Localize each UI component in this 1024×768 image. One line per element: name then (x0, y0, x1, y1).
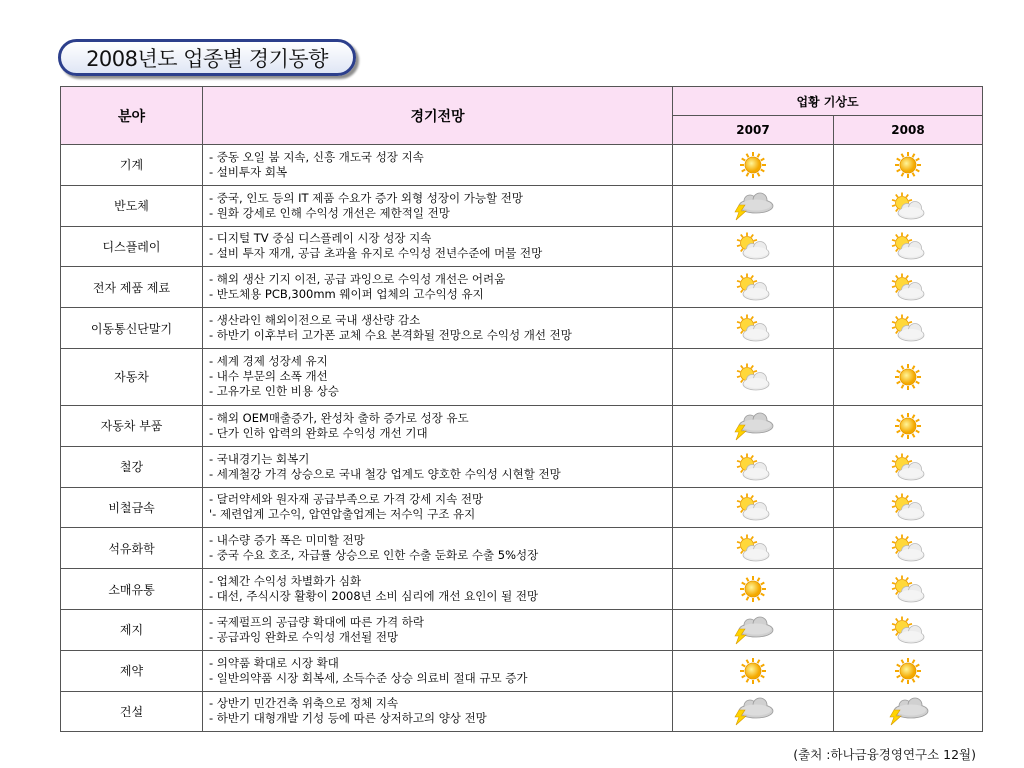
header-year-2007: 2007 (673, 116, 834, 145)
sector-cell: 디스플레이 (61, 226, 203, 267)
thunderstorm-weather-icon (885, 696, 931, 726)
outlook-line: - 설비 투자 재개, 공급 초과율 유지로 수익성 전년수준에 머물 전망 (209, 246, 543, 261)
weather-2008-cell (834, 405, 983, 446)
weather-2007-cell (673, 650, 834, 691)
sector-cell: 반도체 (61, 185, 203, 226)
weather-2007-cell (673, 145, 834, 186)
sector-cell: 자동차 (61, 348, 203, 405)
outlook-cell (203, 487, 673, 528)
outlook-line: - 상반기 민간건축 위축으로 정체 지속 (209, 696, 399, 711)
table-row (61, 446, 983, 487)
outlook-line: - 하반기 대형개발 기성 등에 따른 상저하고의 양상 전망 (209, 711, 487, 726)
thunderstorm-weather-icon (730, 696, 776, 726)
table-row (61, 650, 983, 691)
table-row (61, 569, 983, 610)
partly-cloudy-weather-icon (730, 452, 776, 482)
weather-2007-cell (673, 609, 834, 650)
header-year-2008: 2008 (834, 116, 983, 145)
partly-cloudy-weather-icon (885, 533, 931, 563)
sunny-weather-icon (730, 656, 776, 686)
outlook-cell (203, 609, 673, 650)
weather-2008-cell (834, 145, 983, 186)
partly-cloudy-weather-icon (885, 313, 931, 343)
table-row (61, 609, 983, 650)
partly-cloudy-weather-icon (885, 492, 931, 522)
outlook-line: - 단가 인하 압력의 완화로 수익성 개선 기대 (209, 425, 428, 440)
weather-2007-cell (673, 267, 834, 308)
table-body (61, 145, 983, 732)
outlook-line: - 하반기 이후부터 고가폰 교체 수요 본격화될 전망으로 수익성 개선 전망 (209, 328, 572, 343)
weather-2008-cell (834, 650, 983, 691)
weather-2008-cell (834, 528, 983, 569)
sector-cell: 전자 제품 제료 (61, 267, 203, 308)
outlook-line: - 중국 수요 호조, 자급률 상승으로 인한 수출 둔화로 수출 5%성장 (209, 548, 539, 563)
sector-cell: 자동차 부품 (61, 405, 203, 446)
table-row (61, 185, 983, 226)
sector-cell: 건설 (61, 691, 203, 732)
weather-2007-cell (673, 308, 834, 349)
outlook-line: - 반도체용 PCB,300mm 웨이퍼 업체의 고수익성 유지 (209, 287, 484, 302)
table-row (61, 487, 983, 528)
outlook-cell (203, 569, 673, 610)
weather-2008-cell (834, 446, 983, 487)
outlook-cell (203, 267, 673, 308)
weather-2008-cell (834, 691, 983, 732)
table-row (61, 267, 983, 308)
table-row (61, 691, 983, 732)
outlook-line: - 중동 오일 붐 지속, 신흥 개도국 성장 지속 (209, 149, 424, 164)
table-row (61, 308, 983, 349)
partly-cloudy-weather-icon (730, 231, 776, 261)
partly-cloudy-weather-icon (885, 452, 931, 482)
outlook-line: - 달러약세와 원자재 공급부족으로 가격 강세 지속 전망 (209, 492, 484, 507)
outlook-cell (203, 226, 673, 267)
thunderstorm-weather-icon (730, 615, 776, 645)
outlook-cell (203, 185, 673, 226)
page-title-text: 2008년도 업종별 경기동향 (86, 46, 328, 71)
thunderstorm-weather-icon (730, 411, 776, 441)
weather-2008-cell (834, 569, 983, 610)
outlook-cell (203, 650, 673, 691)
outlook-line: - 의약품 확대로 시장 확대 (209, 655, 339, 670)
outlook-cell (203, 405, 673, 446)
partly-cloudy-weather-icon (885, 615, 931, 645)
sunny-weather-icon (885, 362, 931, 392)
sector-cell: 제약 (61, 650, 203, 691)
outlook-cell (203, 691, 673, 732)
outlook-line: - 생산라인 해외이전으로 국내 생산량 감소 (209, 313, 421, 328)
partly-cloudy-weather-icon (730, 492, 776, 522)
weather-2007-cell (673, 569, 834, 610)
outlook-cell (203, 308, 673, 349)
table-row (61, 528, 983, 569)
outlook-cell (203, 528, 673, 569)
header-weather: 업황 기상도 (673, 87, 983, 116)
sector-cell: 기계 (61, 145, 203, 186)
weather-2007-cell (673, 405, 834, 446)
partly-cloudy-weather-icon (730, 362, 776, 392)
source-note: (출처 :하나금융경영연구소 12월) (793, 747, 976, 762)
outlook-line: '- 제련업계 고수익, 압연압출업계는 저수익 구조 유지 (209, 507, 476, 522)
outlook-line: - 내수량 증가 폭은 미미할 전망 (209, 533, 365, 548)
header-outlook: 경기전망 (203, 87, 673, 145)
table-row (61, 145, 983, 186)
sunny-weather-icon (730, 574, 776, 604)
weather-2007-cell (673, 487, 834, 528)
weather-2007-cell (673, 185, 834, 226)
table-row (61, 348, 983, 405)
partly-cloudy-weather-icon (730, 313, 776, 343)
weather-2008-cell (834, 348, 983, 405)
outlook-line: - 디지털 TV 중심 디스플레이 시장 성장 지속 (209, 231, 432, 246)
sunny-weather-icon (730, 150, 776, 180)
partly-cloudy-weather-icon (885, 574, 931, 604)
sunny-weather-icon (885, 411, 931, 441)
outlook-line: - 업체간 수익성 차별화가 심화 (209, 574, 362, 589)
partly-cloudy-weather-icon (730, 272, 776, 302)
weather-2007-cell (673, 446, 834, 487)
partly-cloudy-weather-icon (730, 533, 776, 563)
weather-2008-cell (834, 267, 983, 308)
weather-2007-cell (673, 348, 834, 405)
outlook-line: - 고유가로 인한 비용 상승 (209, 384, 339, 399)
weather-2008-cell (834, 487, 983, 528)
outlook-line: - 세계철강 가격 상승으로 국내 철강 업계도 양호한 수익성 시현할 전망 (209, 466, 561, 481)
outlook-line: - 공급과잉 완화로 수익성 개선될 전망 (209, 629, 399, 644)
outlook-cell (203, 145, 673, 186)
sector-cell: 석유화학 (61, 528, 203, 569)
table-row (61, 405, 983, 446)
weather-2007-cell (673, 528, 834, 569)
outlook-line: - 해외 생산 기지 이전, 공급 과잉으로 수익성 개선은 어려움 (209, 272, 506, 287)
weather-2007-cell (673, 226, 834, 267)
weather-2008-cell (834, 308, 983, 349)
industry-outlook-table (60, 86, 983, 732)
table-row (61, 226, 983, 267)
weather-2008-cell (834, 226, 983, 267)
outlook-line: - 내수 부문의 소폭 개선 (209, 369, 328, 384)
weather-2008-cell (834, 185, 983, 226)
outlook-line: - 해외 OEM매출증가, 완성차 출하 증가로 성장 유도 (209, 410, 469, 425)
sector-cell: 철강 (61, 446, 203, 487)
weather-2007-cell (673, 691, 834, 732)
weather-2008-cell (834, 609, 983, 650)
outlook-line: - 세계 경제 성장세 유지 (209, 354, 328, 369)
outlook-cell (203, 446, 673, 487)
sector-cell: 제지 (61, 609, 203, 650)
sunny-weather-icon (885, 656, 931, 686)
partly-cloudy-weather-icon (885, 272, 931, 302)
sector-cell: 이동통신단말기 (61, 308, 203, 349)
outlook-line: - 국제펄프의 공급량 확대에 따른 가격 하락 (209, 614, 424, 629)
sector-cell: 소매유통 (61, 569, 203, 610)
thunderstorm-weather-icon (730, 191, 776, 221)
partly-cloudy-weather-icon (885, 191, 931, 221)
outlook-line: - 국내경기는 회복기 (209, 451, 310, 466)
sector-cell: 비철금속 (61, 487, 203, 528)
outlook-line: - 설비투자 회복 (209, 164, 288, 179)
outlook-line: - 중국, 인도 등의 IT 제품 수요가 증가 외형 성장이 가능할 전망 (209, 190, 523, 205)
header-sector: 분야 (61, 87, 203, 145)
outlook-line: - 원화 강세로 인해 수익성 개선은 제한적일 전망 (209, 205, 450, 220)
sunny-weather-icon (885, 150, 931, 180)
page-title (58, 39, 356, 76)
partly-cloudy-weather-icon (885, 231, 931, 261)
outlook-line: - 일반의약품 시장 회복세, 소득수준 상승 의료비 절대 규모 증가 (209, 670, 528, 685)
outlook-line: - 대선, 주식시장 활황이 2008년 소비 심리에 개선 요인이 될 전망 (209, 589, 539, 604)
outlook-cell (203, 348, 673, 405)
